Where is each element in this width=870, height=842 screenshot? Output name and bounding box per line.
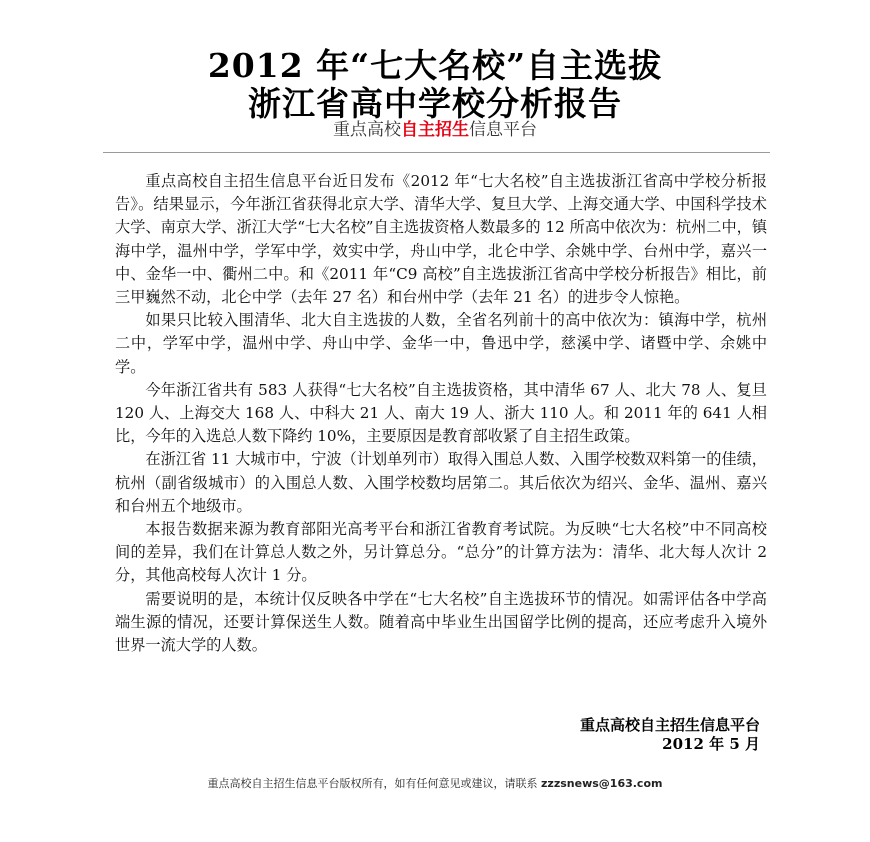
paragraph-notes: 需要说明的是，本统计仅反映各中学在“七大名校”自主选拔环节的情况。如需评估各中学高端生源的情况，还要计算保送生人数。随着高中毕业生出国留学比例的提高，还应考虑升入境外世界一流大学的人数。 (115, 589, 767, 655)
paragraph-data-source: 本报告数据来源为教育部阳光高考平台和浙江省教育考试院。为反映“七大名校”中不同高校间的差异，我们在计算总人数之外，另计算总分。“总分”的计算方法为：清华、北大每人次计 2 分，其他高校每人次计 1 分。 (115, 520, 767, 585)
signature-date: 2012 年 5 月 (662, 735, 760, 753)
copyright-footer (0, 776, 870, 792)
subtitle-highlight: 自主招生 (401, 120, 469, 140)
report-title-line-1: 2012 年“七大名校”自主选拔 (207, 46, 663, 85)
paragraph-city-ranking: 在浙江省 11 大城市中，宁波（计划单列市）取得入围总人数、入围学校数双料第一的佳绩，杭州（副省级城市）的入围总人数、入围学校数均居第二。其后依次为绍兴、金华、温州、嘉兴和台州五个地级市。 (115, 450, 767, 515)
report-body (115, 170, 767, 657)
report-title-line-2: 浙江省高中学校分析报告 (248, 84, 622, 123)
signature-organization: 重点高校自主招生信息平台 (579, 716, 760, 734)
subtitle-suffix: 信息平台 (469, 120, 537, 140)
footer-text: 重点高校自主招生信息平台版权所有，如有任何意见或建议，请联系 (207, 777, 542, 790)
contact-email-link[interactable]: zzzsnews@163.com (541, 777, 663, 790)
paragraph-qinghua-beida-ranking: 如果只比较入围清华、北大自主选拔的人数，全省名列前十的高中依次为：镇海中学，杭州二中，学军中学，温州中学、舟山中学、金华一中，鲁迅中学，慈溪中学、诸暨中学、余姚中学。 (115, 311, 767, 376)
header-divider (103, 152, 770, 153)
subtitle-prefix: 重点高校 (333, 120, 401, 140)
publisher-subtitle (0, 119, 870, 141)
paragraph-summary: 重点高校自主招生信息平台近日发布《2012 年“七大名校”自主选拔浙江省高中学校分析报告》。结果显示，今年浙江省获得北京大学、清华大学、复旦大学、上海交通大学、中国科学技术大学、南京大学、浙江大学“七大名校”自主选拔资格人数最多的 12 所高中依次为：杭州二中，镇海中学，温州中学，学军中学，效实中学，舟山中学，北仑中学、余姚中学、台州中学，嘉兴一中、金华一中、衢州二中。和《2011 年“C9 高校”自主选拔浙江省高中学校分析报告》相比，前三甲巍然不动，北仑中学（去年 27 名）和台州中学（去年 21 名）的进步令人惊艳。 (115, 172, 768, 307)
paragraph-totals: 今年浙江省共有 583 人获得“七大名校”自主选拔资格，其中清华 67 人、北大 78 人、复旦 120 人、上海交大 168 人、中科大 21 人、南大 19 人、浙大 110 人。和 2011 年的 641 人相比，今年的入选总人数下降约 10%，主要原因是教育部收紧了自主招生政策。 (115, 380, 767, 446)
